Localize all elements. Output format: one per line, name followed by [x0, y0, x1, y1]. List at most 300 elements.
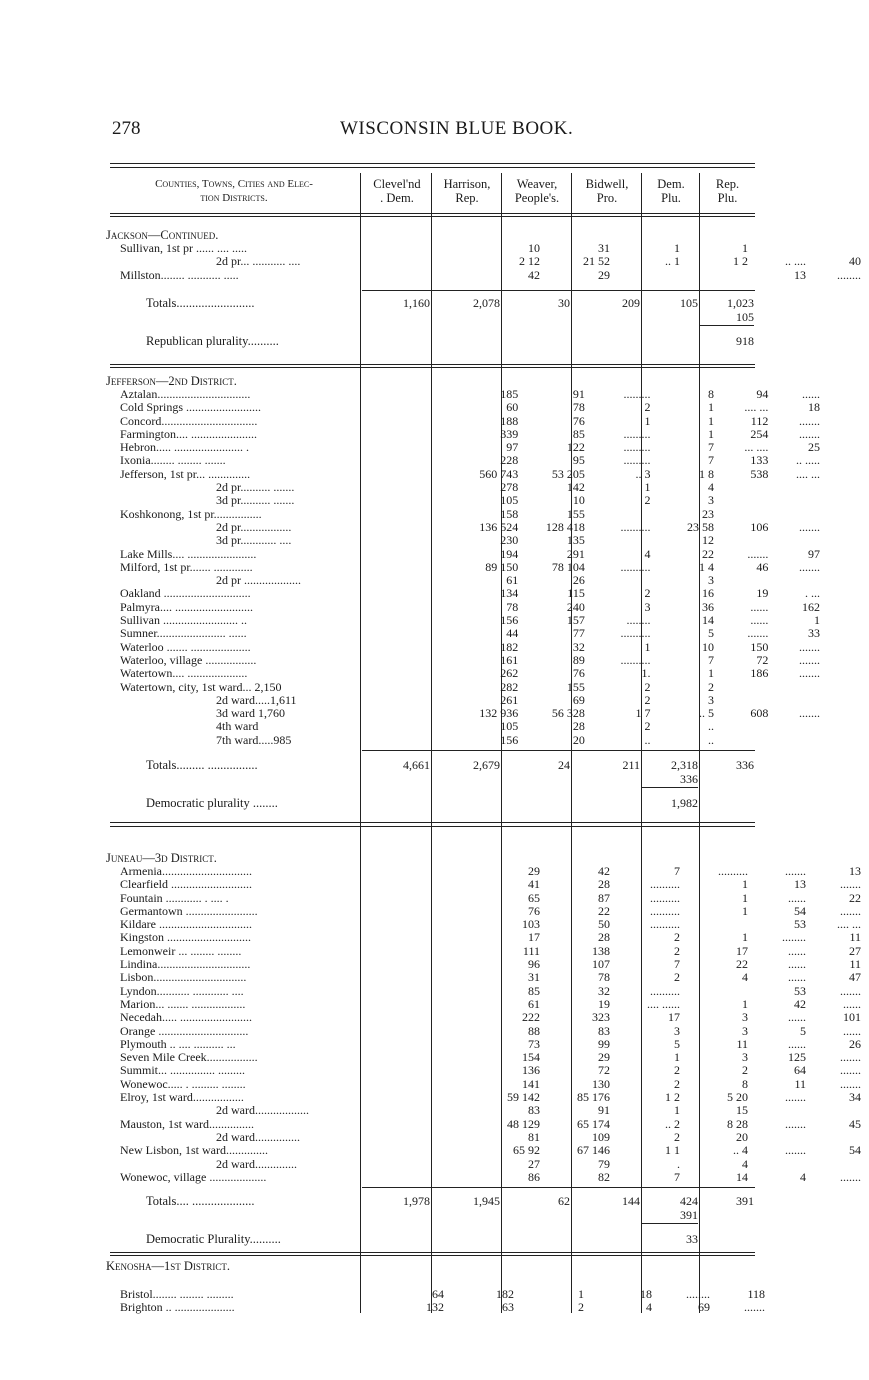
- jefferson-cell-weaver: [585, 574, 651, 587]
- table-row: [106, 734, 869, 747]
- juneau-cell-district: Wonewoc, village ...................: [120, 1170, 267, 1184]
- juneau-cell-dem-plu: 54: [794, 903, 806, 918]
- juneau-cell-district: Lyndon........... ............ ....: [120, 984, 244, 998]
- juneau-cell-district: Clearfield ...........................: [120, 878, 252, 892]
- juneau-cell-harrison: 29: [598, 1050, 610, 1065]
- table-row: [106, 401, 869, 414]
- jefferson-cell-rep-plu: 33: [807, 626, 820, 641]
- table-row: [106, 720, 869, 733]
- juneau-cell-district: Lisbon...............................: [120, 971, 247, 985]
- juneau-cell-dem-plu: 11: [794, 1076, 806, 1091]
- jefferson-cell-weaver: ..........: [620, 626, 651, 641]
- jefferson-cell-harrison: 56 328: [551, 706, 585, 721]
- jefferson-cell-weaver: 2: [644, 493, 651, 508]
- jefferson-cell-cleveland: 105: [500, 493, 519, 508]
- juneau-cell-harrison: 67 146: [577, 1143, 610, 1158]
- juneau-cell-cleveland: 73: [528, 1036, 540, 1051]
- table-row: [106, 905, 861, 918]
- jefferson-cell-rep-plu: [768, 734, 820, 747]
- juneau-sum-rule: [362, 1187, 755, 1188]
- jefferson-cell-district: Sumner....................... ......: [120, 627, 247, 641]
- jefferson-total-harrison: 2,679: [473, 758, 500, 772]
- kenosha-cell-bidwell: 4: [646, 1300, 652, 1315]
- juneau-cell-district: Fountain ............ . .... .: [120, 891, 229, 905]
- table-row: [106, 454, 869, 467]
- jefferson-cell-district: Cold Springs .........................: [120, 401, 262, 415]
- kenosha-cell-harrison: 63: [502, 1300, 514, 1315]
- juneau-table: [106, 865, 861, 1184]
- jackson-cell-bidwell: 1 2: [733, 254, 748, 269]
- jefferson-cell-bidwell: 1: [708, 400, 715, 415]
- jefferson-cell-rep-plu: 97: [807, 546, 820, 561]
- juneau-cell-harrison: 138: [592, 943, 610, 958]
- jefferson-cell-dem-plu: [714, 574, 768, 587]
- jefferson-cell-district: Oakland .............................: [120, 587, 251, 601]
- jefferson-cell-harrison: 128 418: [545, 519, 585, 534]
- juneau-cell-rep-plu: 54: [849, 1143, 861, 1158]
- jefferson-cell-rep-plu: [768, 694, 820, 707]
- table-row: [106, 388, 869, 401]
- juneau-cell-bidwell: 8: [742, 1076, 748, 1091]
- jefferson-plurality-label: Democratic plurality ........: [146, 796, 278, 810]
- jefferson-cell-district: Sullivan ......................... ..: [120, 614, 248, 628]
- jackson-cell-weaver: .. 1: [665, 254, 680, 269]
- jefferson-cell-cleveland: 60: [506, 400, 519, 415]
- juneau-cell-harrison: 65 174: [577, 1116, 610, 1131]
- juneau-cell-rep-plu: 101: [843, 1010, 861, 1025]
- page-title: WISCONSIN BLUE BOOK.: [340, 118, 574, 139]
- juneau-cell-district: Lemonweir ... ........ ........: [120, 944, 242, 958]
- jefferson-cell-harrison: 28: [572, 719, 585, 734]
- jefferson-cell-harrison: 115: [567, 586, 585, 601]
- jefferson-cell-district: Milford, 1st pr....... .............: [120, 560, 253, 574]
- jackson-cell-rep-plu: [806, 242, 861, 255]
- juneau-cell-weaver: 2: [674, 930, 680, 945]
- jefferson-cell-dem-plu: 150: [750, 639, 769, 654]
- juneau-cell-cleveland: 17: [528, 930, 540, 945]
- juneau-cell-weaver: .. 2: [665, 1116, 680, 1131]
- jefferson-cell-rep-plu: .......: [798, 652, 820, 667]
- jefferson-cell-weaver: .........: [623, 426, 651, 441]
- header-rule: [110, 213, 755, 214]
- jefferson-cell-rep-plu: .. .....: [795, 453, 820, 468]
- jefferson-cell-dem-plu: 538: [750, 466, 769, 481]
- juneau-cell-rep-plu: .......: [840, 877, 861, 892]
- jefferson-cell-harrison: 78: [572, 400, 585, 415]
- juneau-totals-label: Totals.... ....................: [146, 1194, 255, 1208]
- jefferson-cell-bidwell: 1 8: [699, 466, 715, 481]
- jefferson-cell-bidwell: 3: [708, 692, 715, 707]
- jefferson-cell-rep-plu: 162: [801, 599, 820, 614]
- jefferson-cell-rep-plu: .......: [798, 706, 820, 721]
- juneau-cell-cleveland: 29: [528, 864, 540, 878]
- table-row: [106, 521, 869, 534]
- juneau-cell-bidwell: 17: [736, 943, 748, 958]
- juneau-cell-bidwell: 2: [742, 1063, 748, 1078]
- jefferson-cell-cleveland: 161: [500, 652, 519, 667]
- jefferson-cell-dem-plu: 94: [756, 388, 769, 401]
- table-row: [106, 428, 869, 441]
- table-row: [106, 654, 869, 667]
- jefferson-cell-cleveland: 230: [500, 533, 519, 548]
- juneau-cell-bidwell: 5 20: [727, 1090, 748, 1105]
- juneau-cell-harrison: 19: [598, 996, 610, 1011]
- jackson-total-harrison: 2,078: [473, 296, 500, 310]
- jefferson-cell-weaver: [585, 534, 651, 547]
- juneau-cell-bidwell: 3: [742, 1023, 748, 1038]
- jackson-total-weaver: 30: [558, 296, 570, 310]
- jefferson-cell-bidwell: 23 58: [687, 519, 715, 534]
- jefferson-cell-dem-plu: ......: [750, 599, 769, 614]
- juneau-cell-district: Kildare ...............................: [120, 918, 252, 932]
- juneau-cell-district: Plymouth .. .... .......... ...: [120, 1037, 236, 1051]
- juneau-cell-cleveland: 41: [528, 877, 540, 892]
- jefferson-cell-district: Ixonia........ ........ .......: [120, 454, 226, 468]
- jackson-cell-district: 2d pr... ........... ....: [216, 255, 301, 269]
- juneau-cell-bidwell: 1: [742, 903, 748, 918]
- kenosha-cell-dem-plu: ........: [686, 1287, 710, 1301]
- jefferson-cell-harrison: 85: [572, 426, 585, 441]
- juneau-cell-weaver: .... ......: [647, 996, 680, 1011]
- jackson-plurality-label: Republican plurality..........: [146, 334, 279, 348]
- table-row: [106, 587, 869, 600]
- juneau-cell-harrison: 83: [598, 1023, 610, 1038]
- jefferson-cell-cleveland: 136 524: [479, 519, 519, 534]
- jefferson-cell-cleveland: 262: [500, 666, 519, 681]
- jackson-cell-bidwell: [680, 269, 748, 282]
- jefferson-cell-cleveland: 261: [500, 692, 519, 707]
- table-row: [106, 614, 869, 627]
- jefferson-cell-weaver: .........: [623, 453, 651, 468]
- jefferson-cell-dem-plu: ......: [750, 613, 769, 628]
- jefferson-cell-district: Waterloo ....... ....................: [120, 640, 251, 654]
- juneau-cell-district: Summit... ............... .........: [120, 1064, 246, 1078]
- jefferson-cell-bidwell: 10: [702, 639, 715, 654]
- jefferson-cell-dem-plu: [714, 694, 768, 707]
- juneau-cell-weaver: 1: [674, 1050, 680, 1065]
- jefferson-cell-district: 7th ward.....985: [216, 733, 292, 747]
- jefferson-cell-bidwell: 36: [702, 599, 715, 614]
- jefferson-cell-rep-plu: . ...: [804, 586, 820, 601]
- jefferson-cell-district: 2d pr.................: [216, 520, 292, 534]
- jackson-cell-harrison: 21 52: [583, 254, 610, 269]
- juneau-cell-weaver: 5: [674, 1036, 680, 1051]
- juneau-cell-cleveland: 81: [528, 1129, 540, 1144]
- kenosha-cell-cleveland: 64: [432, 1287, 444, 1301]
- juneau-total-harrison: 1,945: [473, 1194, 500, 1208]
- juneau-cell-harrison: 22: [598, 903, 610, 918]
- jefferson-cell-district: 4th ward: [216, 720, 259, 734]
- table-row: [106, 878, 861, 891]
- juneau-cell-dem-plu: 13: [794, 877, 806, 892]
- juneau-cell-bidwell: 14: [736, 1169, 748, 1184]
- jefferson-cell-weaver: .. 3: [635, 466, 651, 481]
- table-row: [106, 1091, 861, 1104]
- juneau-cell-dem-plu: 125: [788, 1050, 806, 1065]
- juneau-cell-harrison: 109: [592, 1129, 610, 1144]
- jackson-cell-weaver: 1: [674, 241, 680, 255]
- juneau-cell-harrison: 78: [598, 970, 610, 985]
- jefferson-cell-bidwell: ..: [708, 732, 715, 747]
- juneau-cell-weaver: 2: [674, 1063, 680, 1078]
- table-row: [106, 945, 861, 958]
- table-row: [106, 1301, 765, 1314]
- juneau-cell-cleveland: 154: [522, 1050, 540, 1065]
- juneau-cell-bidwell: [680, 918, 748, 931]
- jefferson-cell-cleveland: 182: [500, 639, 519, 654]
- jefferson-cell-district: Watertown, city, 1st ward... 2,150: [120, 680, 282, 694]
- juneau-cell-rep-plu: 11: [849, 930, 861, 945]
- jackson-total-rep-extra: 105: [700, 310, 754, 326]
- jefferson-cell-dem-plu: 186: [750, 666, 769, 681]
- juneau-cell-cleveland: 86: [528, 1169, 540, 1184]
- juneau-cell-cleveland: 111: [522, 943, 540, 958]
- juneau-cell-harrison: 91: [598, 1103, 610, 1118]
- jefferson-cell-district: 2d pr.......... .......: [216, 481, 295, 495]
- jefferson-cell-cleveland: 194: [500, 546, 519, 561]
- juneau-cell-weaver: 7: [674, 864, 680, 878]
- column-header-harrison: Harrison, Rep.: [443, 177, 491, 205]
- juneau-cell-dem-plu: .......: [785, 864, 806, 878]
- table-row: [106, 1025, 861, 1038]
- juneau-cell-bidwell: 11: [736, 1036, 748, 1051]
- jefferson-cell-district: Hebron..... ....................... .: [120, 441, 249, 455]
- table-row: [106, 667, 869, 680]
- jefferson-cell-rep-plu: .......: [798, 413, 820, 428]
- jackson-cell-rep-plu: ........: [837, 267, 861, 282]
- section-heading-jackson: Jackson—Continued.: [106, 228, 219, 242]
- jefferson-cell-harrison: 291: [566, 546, 585, 561]
- jefferson-cell-harrison: 10: [572, 493, 585, 508]
- jefferson-cell-bidwell: 7: [708, 440, 715, 455]
- juneau-cell-harrison: 79: [598, 1156, 610, 1171]
- juneau-cell-rep-plu: ......: [843, 1023, 861, 1038]
- juneau-cell-harrison: 85 176: [577, 1090, 610, 1105]
- table-row: [106, 641, 869, 654]
- jefferson-cell-district: Koshkonong, 1st pr................: [120, 507, 262, 521]
- jefferson-cell-district: 3d pr............ ....: [216, 534, 292, 548]
- jefferson-cell-cleveland: 44: [506, 626, 519, 641]
- jefferson-cell-dem-plu: [714, 534, 768, 547]
- jefferson-cell-dem-plu: .......: [747, 546, 769, 561]
- juneau-cell-rep-plu: 27: [849, 943, 861, 958]
- jefferson-cell-bidwell: 8: [708, 388, 715, 401]
- kenosha-cell-rep-plu: .......: [744, 1300, 765, 1315]
- table-row: [106, 998, 861, 1011]
- juneau-cell-bidwell: 1: [742, 877, 748, 892]
- juneau-cell-bidwell: 20: [736, 1129, 748, 1144]
- jefferson-cell-bidwell: 4: [708, 480, 715, 495]
- kenosha-table: [106, 1288, 765, 1315]
- jefferson-cell-bidwell: 14: [702, 613, 715, 628]
- jefferson-cell-dem-plu: 19: [756, 586, 769, 601]
- juneau-cell-dem-plu: ......: [788, 943, 806, 958]
- jackson-table: [106, 242, 861, 282]
- jefferson-cell-rep-plu: [768, 481, 820, 494]
- table-row: [106, 508, 869, 521]
- jefferson-cell-district: Concord................................: [120, 414, 258, 428]
- jefferson-cell-harrison: 76: [572, 413, 585, 428]
- jefferson-cell-dem-plu: 72: [756, 652, 769, 667]
- juneau-cell-rep-plu: ......: [843, 996, 861, 1011]
- jefferson-cell-rep-plu: [768, 574, 820, 587]
- juneau-cell-weaver: 3: [674, 1023, 680, 1038]
- jefferson-cell-bidwell: 1: [708, 413, 715, 428]
- jefferson-cell-cleveland: 156: [500, 732, 519, 747]
- juneau-cell-harrison: 72: [598, 1063, 610, 1078]
- juneau-cell-district: Germantown ........................: [120, 904, 258, 918]
- jackson-cell-cleveland: 2 12: [519, 254, 540, 269]
- jefferson-cell-district: Waterloo, village .................: [120, 653, 257, 667]
- header-rule-2: [110, 216, 755, 217]
- juneau-cell-harrison: 99: [598, 1036, 610, 1051]
- juneau-cell-rep-plu: 34: [849, 1090, 861, 1105]
- table-row: [106, 1171, 861, 1184]
- jefferson-cell-harrison: 240: [566, 599, 585, 614]
- jackson-end-rule: [110, 364, 755, 365]
- jefferson-cell-bidwell: 16: [702, 586, 715, 601]
- juneau-cell-bidwell: 4: [742, 1156, 748, 1171]
- jefferson-cell-district: 3d pr.......... .......: [216, 494, 295, 508]
- jefferson-cell-district: Palmyra.... ..........................: [120, 600, 253, 614]
- jefferson-cell-rep-plu: [768, 494, 820, 507]
- juneau-cell-district: Lindina...............................: [120, 958, 251, 972]
- jefferson-cell-rep-plu: 18: [807, 400, 820, 415]
- table-row: [106, 1064, 861, 1077]
- juneau-cell-dem-plu: ......: [788, 970, 806, 985]
- jefferson-total-cleveland: 4,661: [403, 758, 430, 772]
- column-header-bidwell: Bidwell, Pro.: [585, 177, 629, 205]
- jackson-total-bidwell: 209: [622, 296, 640, 310]
- jefferson-cell-rep-plu: .......: [798, 639, 820, 654]
- jefferson-cell-cleveland: 158: [500, 506, 519, 521]
- juneau-cell-dem-plu: 42: [794, 996, 806, 1011]
- jefferson-cell-district: Farmington.... ......................: [120, 427, 257, 441]
- juneau-cell-cleveland: 136: [522, 1063, 540, 1078]
- juneau-cell-district: 2d ward...............: [216, 1130, 300, 1144]
- top-rule: [110, 163, 755, 164]
- juneau-cell-harrison: 130: [592, 1076, 610, 1091]
- jefferson-cell-weaver: 2: [644, 586, 651, 601]
- table-row: [106, 468, 869, 481]
- jackson-cell-harrison: 29: [598, 267, 610, 282]
- jefferson-cell-rep-plu: [768, 681, 820, 694]
- jefferson-cell-rep-plu: .... ...: [795, 466, 820, 481]
- juneau-cell-harrison: 28: [598, 877, 610, 892]
- jackson-cell-district: Sullivan, 1st pr ...... .... .....: [120, 242, 248, 255]
- jefferson-cell-cleveland: 188: [500, 413, 519, 428]
- jefferson-cell-cleveland: 61: [506, 573, 519, 588]
- jefferson-cell-dem-plu: .... ...: [744, 400, 769, 415]
- jefferson-cell-bidwell: 1: [708, 666, 715, 681]
- jefferson-cell-dem-plu: [714, 720, 768, 733]
- table-row: [106, 681, 869, 694]
- table-row: [106, 1038, 861, 1051]
- jackson-cell-dem-plu: 13: [794, 267, 806, 282]
- jefferson-cell-cleveland: 97: [506, 440, 519, 455]
- jackson-cell-dem-plu: [748, 242, 806, 255]
- table-row: [106, 892, 861, 905]
- jackson-totals-label: Totals.........................: [146, 296, 255, 310]
- juneau-cell-weaver: 2: [674, 1076, 680, 1091]
- jefferson-cell-weaver: .........: [623, 388, 651, 401]
- jefferson-cell-rep-plu: 25: [807, 440, 820, 455]
- jefferson-cell-cleveland: 228: [500, 453, 519, 468]
- juneau-cell-harrison: 32: [598, 983, 610, 998]
- juneau-cell-dem-plu: ......: [788, 1010, 806, 1025]
- table-row: [106, 415, 869, 428]
- jackson-cell-weaver: [610, 269, 680, 282]
- jefferson-cell-district: Jefferson, 1st pr... ..............: [120, 467, 251, 481]
- juneau-cell-weaver: 1 1: [665, 1143, 680, 1158]
- juneau-cell-cleveland: 222: [522, 1010, 540, 1025]
- juneau-cell-harrison: 323: [592, 1010, 610, 1025]
- juneau-cell-weaver: 7: [674, 1169, 680, 1184]
- jefferson-cell-weaver: [585, 508, 651, 521]
- juneau-cell-dem-plu: 5: [800, 1023, 806, 1038]
- table-row: [106, 561, 869, 574]
- juneau-cell-dem-plu: ......: [788, 890, 806, 905]
- jefferson-cell-rep-plu: .......: [798, 559, 820, 574]
- jefferson-cell-weaver: ..........: [620, 652, 651, 667]
- juneau-cell-dem-plu: 64: [794, 1063, 806, 1078]
- juneau-cell-district: New Lisbon, 1st ward..............: [120, 1144, 268, 1158]
- jefferson-cell-dem-plu: [714, 734, 768, 747]
- jefferson-cell-weaver: 4: [644, 546, 651, 561]
- jackson-plurality-value: 918: [736, 334, 754, 348]
- juneau-cell-rep-plu: .......: [840, 1050, 861, 1065]
- jackson-cell-district: Millston........ ........... .....: [120, 268, 239, 282]
- jefferson-cell-dem-plu: .......: [747, 626, 769, 641]
- juneau-cell-bidwell: 22: [736, 957, 748, 972]
- jefferson-cell-weaver: ..........: [620, 519, 651, 534]
- juneau-cell-dem-plu: 53: [794, 983, 806, 998]
- jefferson-cell-weaver: 2: [644, 679, 651, 694]
- jefferson-cell-bidwell: 5: [708, 626, 715, 641]
- jefferson-cell-extra: [820, 454, 869, 467]
- juneau-cell-weaver: 7: [674, 957, 680, 972]
- juneau-cell-harrison: 42: [598, 864, 610, 878]
- table-row: [106, 242, 861, 255]
- juneau-cell-cleveland: 83: [528, 1103, 540, 1118]
- jefferson-cell-bidwell: 22: [702, 546, 715, 561]
- jefferson-cell-dem-plu: 133: [750, 453, 769, 468]
- jackson-total-cleveland: 1,160: [403, 296, 430, 310]
- jefferson-cell-weaver: ..: [644, 732, 651, 747]
- juneau-cell-cleveland: 96: [528, 957, 540, 972]
- juneau-cell-harrison: 28: [598, 930, 610, 945]
- jefferson-cell-weaver: 1: [644, 480, 651, 495]
- jefferson-end-rule-2: [110, 826, 755, 827]
- juneau-cell-weaver: ..........: [650, 903, 680, 918]
- table-row: [106, 534, 869, 547]
- table-row: [106, 601, 869, 614]
- jefferson-cell-cleveland: 132 936: [479, 706, 519, 721]
- jefferson-cell-dem-plu: [714, 508, 768, 521]
- juneau-cell-weaver: 2: [674, 970, 680, 985]
- jefferson-cell-rep-plu: [768, 508, 820, 521]
- juneau-cell-dem-plu: [748, 1104, 806, 1117]
- jefferson-cell-district: Watertown.... ....................: [120, 667, 248, 681]
- jefferson-cell-harrison: 26: [572, 573, 585, 588]
- juneau-cell-weaver: 2: [674, 943, 680, 958]
- juneau-cell-district: Mauston, 1st ward...............: [120, 1117, 254, 1131]
- juneau-cell-dem-plu: 4: [800, 1169, 806, 1184]
- jackson-total-rep-plu: 1,023: [727, 296, 754, 310]
- juneau-cell-bidwell: ..........: [718, 864, 748, 878]
- juneau-cell-district: Marion... ....... ..................: [120, 997, 246, 1011]
- juneau-cell-weaver: ..........: [650, 890, 680, 905]
